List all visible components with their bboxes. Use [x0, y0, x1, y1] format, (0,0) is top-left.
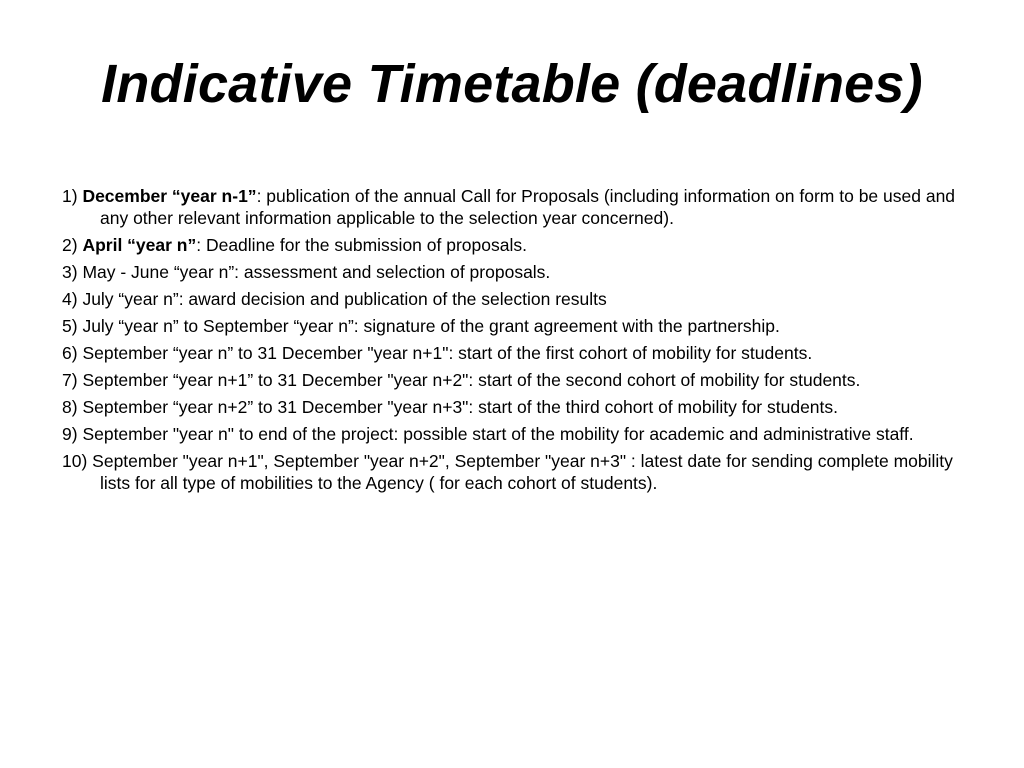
item-number: 7) — [62, 370, 78, 390]
item-text: May - June “year n”: assessment and selection of proposals. — [82, 262, 551, 282]
item-number: 6) — [62, 343, 78, 363]
item-text: September "year n" to end of the project: possible start of the mobility for academic and administrative staff. — [82, 424, 914, 444]
item-text: September “year n” to 31 December "year n+1": start of the first cohort of mobility for students. — [82, 343, 813, 363]
item-number: 10) — [62, 451, 88, 471]
list-item — [62, 396, 972, 418]
list-item — [62, 369, 972, 391]
item-text: July “year n”: award decision and publication of the selection results — [82, 289, 607, 309]
timetable-list — [62, 185, 972, 499]
item-number: 4) — [62, 289, 78, 309]
list-item — [62, 185, 972, 229]
list-item — [62, 261, 972, 283]
list-item — [62, 315, 972, 337]
item-text: July “year n” to September “year n”: signature of the grant agreement with the partnership. — [82, 316, 780, 336]
item-text: September "year n+1", September "year n+2", September "year n+3" : latest date for sending complete mobility lists for all type of mobilities to the Agency ( for each cohort of students). — [92, 451, 953, 493]
item-number: 9) — [62, 424, 78, 444]
list-item — [62, 234, 972, 256]
item-text: : publication of the annual Call for Proposals (including information on form to be used and any other relevant information applicable to the selection year concerned). — [100, 186, 956, 228]
slide-title: Indicative Timetable (deadlines) — [101, 54, 923, 114]
item-text: September “year n+2” to 31 December "year n+3": start of the third cohort of mobility for students. — [82, 397, 839, 417]
item-bold-date: December “year n-1” — [82, 186, 257, 206]
item-text: : Deadline for the submission of proposals. — [196, 235, 527, 255]
list-item — [62, 342, 972, 364]
item-text: September “year n+1” to 31 December "year n+2": start of the second cohort of mobility for students. — [82, 370, 861, 390]
list-item — [62, 450, 972, 494]
list-item — [62, 423, 972, 445]
item-number: 5) — [62, 316, 78, 336]
list-item — [62, 288, 972, 310]
item-number: 1) — [62, 186, 78, 206]
item-number: 2) — [62, 235, 78, 255]
item-number: 3) — [62, 262, 78, 282]
item-number: 8) — [62, 397, 78, 417]
item-bold-date: April “year n” — [82, 235, 197, 255]
